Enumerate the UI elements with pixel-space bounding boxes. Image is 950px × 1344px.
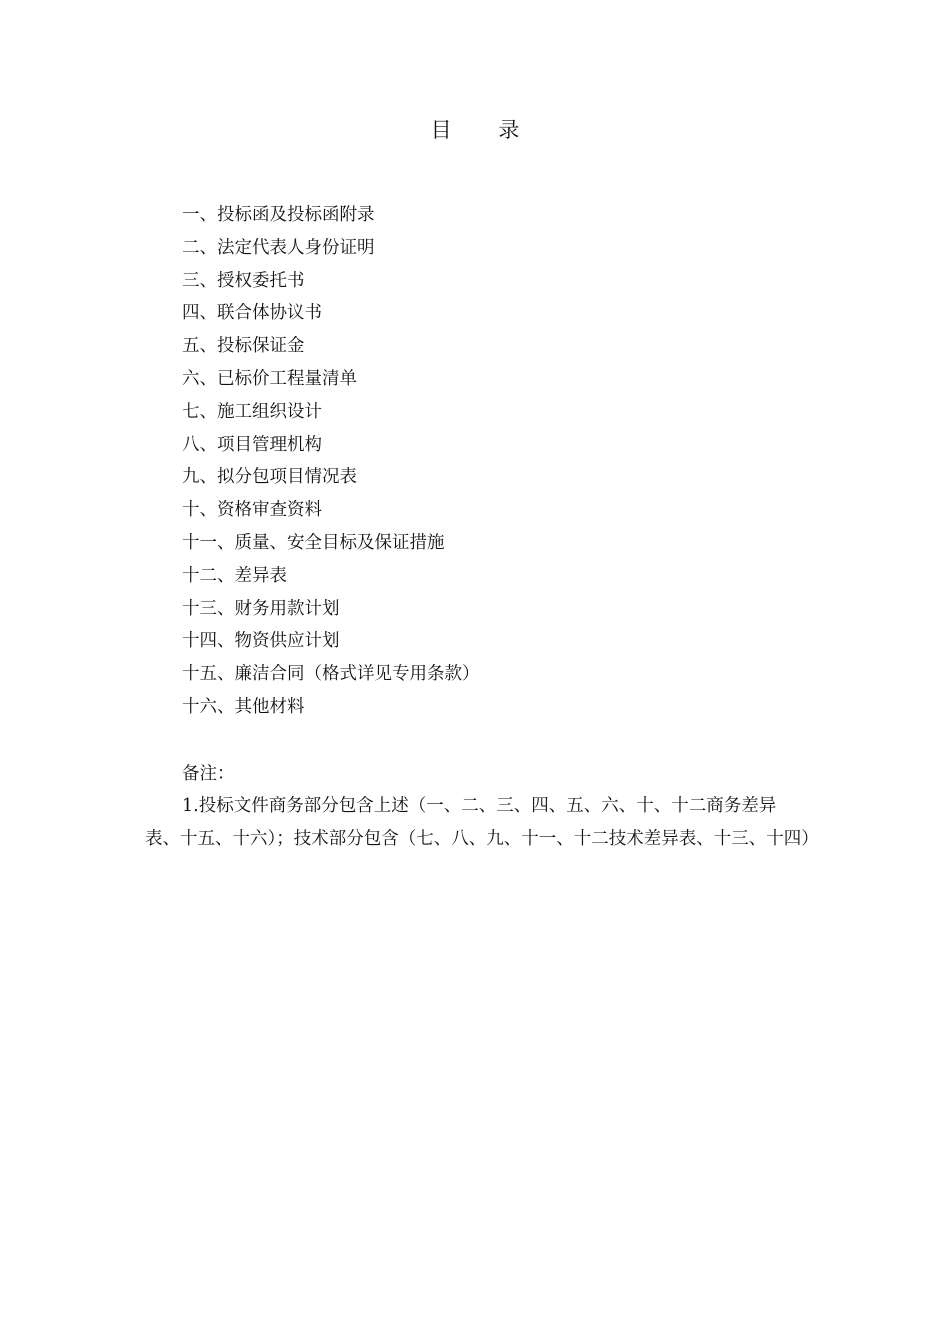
toc-item: 七、施工组织设计 [182,401,322,422]
toc-item: 十四、物资供应计划 [182,631,340,652]
toc-item: 一、投标函及投标函附录 [182,205,375,225]
toc-item: 四、联合体协议书 [182,303,322,324]
table-of-contents [182,199,480,724]
toc-item: 八、项目管理机构 [182,434,322,455]
toc-item: 十一、质量、安全目标及保证措施 [182,532,445,553]
page-title: 目 录 [430,118,540,142]
toc-item: 十三、财务用款计划 [182,598,340,619]
toc-item: 十六、其他材料 [182,696,305,717]
toc-item: 十、资格审查资料 [182,500,322,521]
toc-item: 五、投标保证金 [182,336,305,357]
toc-item: 九、拟分包项目情况表 [182,467,357,488]
toc-item: 三、授权委托书 [182,270,305,291]
note-text: 1.投标文件商务部分包含上述（一、二、三、四、五、六、十、十二商务差异表、十五、十六）；技术部分包含（七、八、九、十一、十二技术差异表、十三、十四） [145,796,819,849]
toc-item: 十五、廉洁合同（格式详见专用条款） [182,664,480,685]
toc-item: 二、法定代表人身份证明 [182,237,375,258]
toc-item: 六、已标价工程量清单 [182,368,357,389]
toc-item: 十二、差异表 [182,565,287,586]
note-heading: 备注： [182,764,235,784]
